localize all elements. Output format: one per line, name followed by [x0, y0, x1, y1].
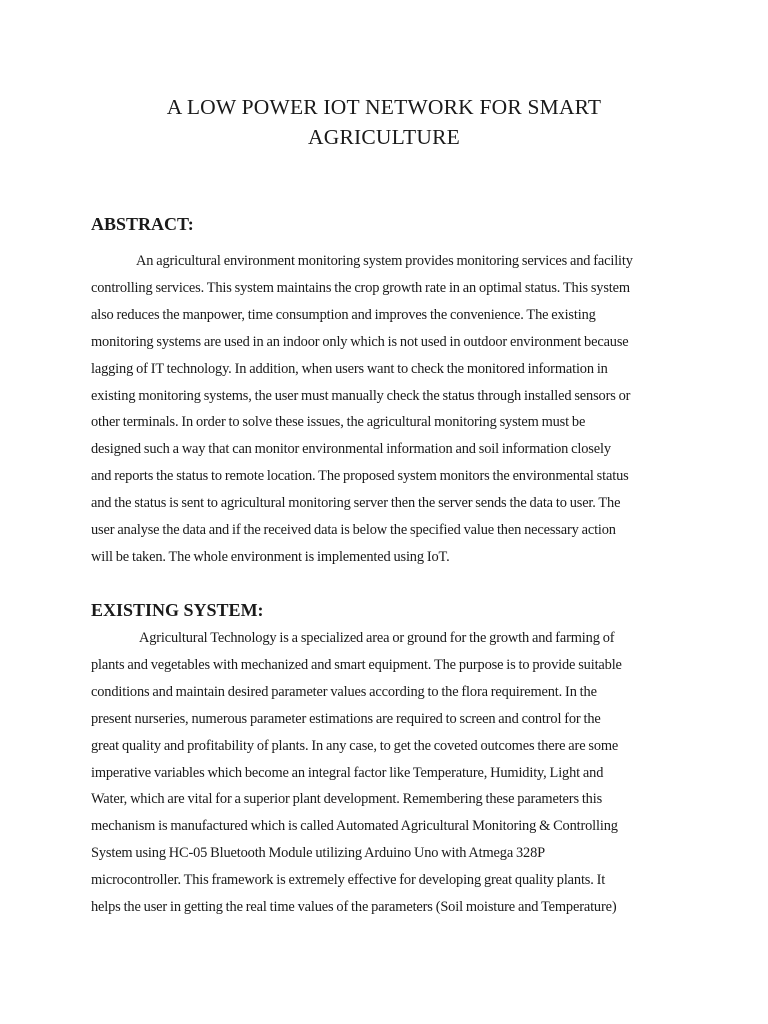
text-line: user analyse the data and if the received data is below the specified value then necessary action	[91, 522, 616, 539]
existing-system-paragraph	[91, 625, 691, 921]
title-line: AGRICULTURE	[308, 125, 460, 149]
section-heading-existing-system: EXISTING SYSTEM:	[91, 600, 264, 620]
text-line: helps the user in getting the real time values of the parameters (Soil moisture and Temperature)	[91, 899, 617, 916]
text-line: conditions and maintain desired parameter values according to the flora requirement. In the	[91, 683, 597, 700]
text-line: monitoring systems are used in an indoor only which is not used in outdoor environment because	[91, 333, 629, 350]
text-line: mechanism is manufactured which is called Automated Agricultural Monitoring & Controlling	[91, 818, 618, 835]
text-line: An agricultural environment monitoring system provides monitoring services and facility	[136, 253, 633, 269]
text-line: Water, which are vital for a superior plant development. Remembering these parameters this	[91, 791, 603, 808]
section-heading-abstract: ABSTRACT:	[91, 214, 194, 234]
text-line: plants and vegetables with mechanized and smart equipment. The purpose is to provide suitable	[91, 656, 622, 673]
text-line: will be taken. The whole environment is implemented using IoT.	[91, 548, 450, 565]
text-line: Agricultural Technology is a specialized area or ground for the growth and farming of	[139, 630, 615, 646]
text-line: controlling services. This system maintains the crop growth rate in an optimal status. This system	[91, 279, 630, 296]
text-line: microcontroller. This framework is extremely effective for developing great quality plants. It	[91, 872, 606, 889]
text-line: imperative variables which become an integral factor like Temperature, Humidity, Light and	[91, 764, 604, 781]
abstract-paragraph	[91, 248, 691, 571]
text-line: and the status is sent to agricultural monitoring server then the server sends the data to user. The	[91, 495, 621, 512]
text-line: great quality and profitability of plants. In any case, to get the coveted outcomes there are some	[91, 737, 619, 754]
text-line: and reports the status to remote location. The proposed system monitors the environmental status	[91, 468, 629, 485]
text-line: present nurseries, numerous parameter estimations are required to screen and control for the	[91, 710, 601, 727]
text-line: lagging of IT technology. In addition, when users want to check the monitored information in	[91, 360, 608, 377]
title-line: A LOW POWER IOT NETWORK FOR SMART	[166, 95, 602, 119]
document-title	[0, 92, 768, 152]
text-line: designed such a way that can monitor environmental information and soil information closely	[91, 441, 611, 458]
text-line: System using HC-05 Bluetooth Module utilizing Arduino Uno with Atmega 328P	[91, 845, 545, 862]
text-line: existing monitoring systems, the user must manually check the status through installed sensors or	[91, 387, 631, 404]
text-line: also reduces the manpower, time consumption and improves the convenience. The existing	[91, 306, 596, 323]
text-line: other terminals. In order to solve these issues, the agricultural monitoring system must be	[91, 414, 586, 431]
